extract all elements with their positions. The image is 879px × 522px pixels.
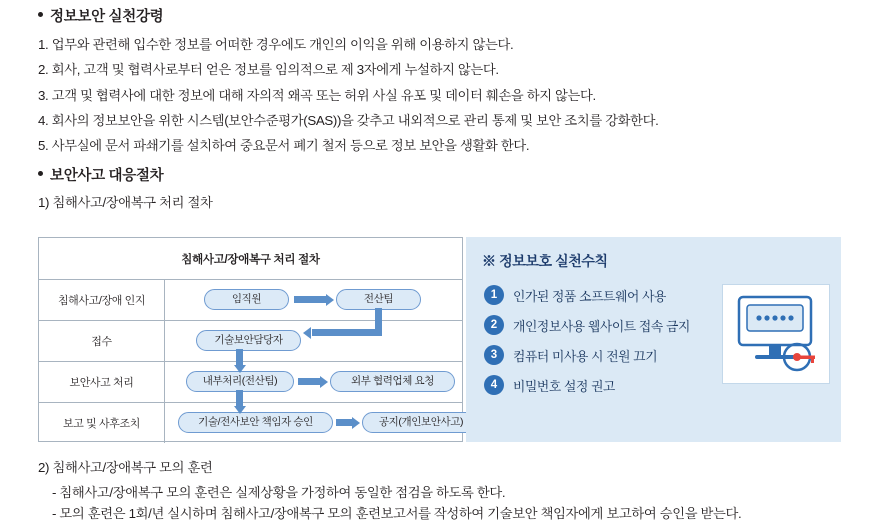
- bottom-note: - 침해사고/장애복구 모의 훈련은 실제상황을 가정하여 동일한 점검을 하도록 한다.: [52, 485, 506, 500]
- flow-node-notice: 공지(개인보안사고): [362, 412, 480, 433]
- info-panel-practice-rules: [466, 237, 841, 442]
- flow-row-label: 접수: [91, 335, 112, 348]
- arrow-vertical: [236, 349, 243, 365]
- arrow-right-head: [320, 376, 328, 388]
- arrow-down-head: [234, 406, 246, 414]
- flow-row-cells: [164, 320, 462, 361]
- arrow-vertical: [236, 390, 243, 406]
- bullet-icon: [38, 171, 43, 176]
- flow-row-label: 보고 및 사후조치: [63, 417, 140, 430]
- list-item: 3. 고객 및 협력사에 대한 정보에 대해 자의적 왜곡 또는 허위 사실 유포 및 데이터 훼손을 하지 않는다.: [38, 87, 596, 103]
- info-panel-title: ※ 정보보호 실천수칙: [482, 253, 608, 269]
- info-item-text: 비밀번호 설정 권고: [513, 378, 616, 394]
- subheading-incident-procedure: 1) 침해사고/장애복구 처리 절차: [38, 195, 213, 210]
- subheading-mock-drill: 2) 침해사고/장애복구 모의 훈련: [38, 460, 213, 475]
- info-item-text: 컴퓨터 미사용 시 전원 끄기: [513, 348, 658, 364]
- flow-row: [39, 402, 462, 443]
- flow-row: [39, 279, 462, 320]
- arrow-right-head: [326, 294, 334, 306]
- flow-node-employee: 임직원: [204, 289, 289, 310]
- list-item: 2. 회사, 고객 및 협력사로부터 얻은 정보를 임의적으로 제 3자에게 누설하지 않는다.: [38, 62, 499, 78]
- section2-heading-text: 보안사고 대응절차: [50, 168, 164, 184]
- arrow-right: [298, 378, 320, 385]
- info-item-number: 1: [484, 285, 504, 305]
- flow-node-it-team: 전산팀: [336, 289, 421, 310]
- arrow-right-head: [352, 417, 360, 429]
- list-item: 5. 사무실에 문서 파쇄기를 설치하여 중요문서 폐기 철저 등으로 정보 보안을 생활화 한다.: [38, 138, 530, 154]
- info-item-number: 4: [484, 375, 504, 395]
- info-item-number: 2: [484, 315, 504, 335]
- flow-row: [39, 361, 462, 402]
- flow-row-label: 보안사고 처리: [69, 376, 134, 389]
- arrow-down-head: [234, 365, 246, 373]
- flow-node-approval: 기술/전사보안 책임자 승인: [178, 412, 333, 433]
- flow-diagram: [38, 237, 463, 442]
- flow-row: [39, 320, 462, 361]
- security-code-list: [38, 38, 848, 164]
- bullet-icon: [38, 12, 43, 17]
- illustration-svg: [723, 285, 829, 383]
- flow-node-security-manager: 기술보안담당자: [196, 330, 301, 351]
- section-heading-incident-response: [38, 164, 163, 185]
- flow-node-internal-handling: 내부처리(전산팀): [186, 371, 294, 392]
- section-heading-security-code: [38, 5, 163, 26]
- flow-diagram-title: 침해사고/장애복구 처리 절차: [181, 254, 320, 266]
- info-item-text: 개인정보사용 웹사이트 접속 금지: [513, 318, 690, 334]
- bottom-note: - 모의 훈련은 1회/년 실시하며 침해사고/장애복구 모의 훈련보고서를 작성하여 기술보안 책임자에게 보고하여 승인을 받는다.: [52, 506, 742, 521]
- flow-row-label: 침해사고/장애 인지: [57, 294, 146, 307]
- flow-row-cells: [164, 279, 462, 320]
- info-item-text: 인가된 정품 소프트웨어 사용: [513, 288, 667, 304]
- monitor-password-lock-illustration: [722, 284, 830, 384]
- arrow-elbow: [312, 329, 382, 336]
- arrow-right: [294, 296, 326, 303]
- flow-node-external-request: 외부 협력업체 요청: [330, 371, 455, 392]
- section1-heading-text: 정보보안 실천강령: [50, 9, 164, 25]
- arrow-left-head: [303, 327, 311, 339]
- info-item-number: 3: [484, 345, 504, 365]
- list-item: 4. 회사의 정보보안을 위한 시스템(보안수준평가(SAS))을 갖추고 내외적으로 관리 통제 및 보안 조치를 강화한다.: [38, 112, 659, 128]
- list-item: 1. 업무와 관련해 입수한 정보를 어떠한 경우에도 개인의 이익을 위해 이용하지 않는다.: [38, 37, 514, 52]
- flow-row-cells: [164, 361, 462, 402]
- arrow-right: [336, 419, 352, 426]
- flow-row-cells: [164, 402, 462, 443]
